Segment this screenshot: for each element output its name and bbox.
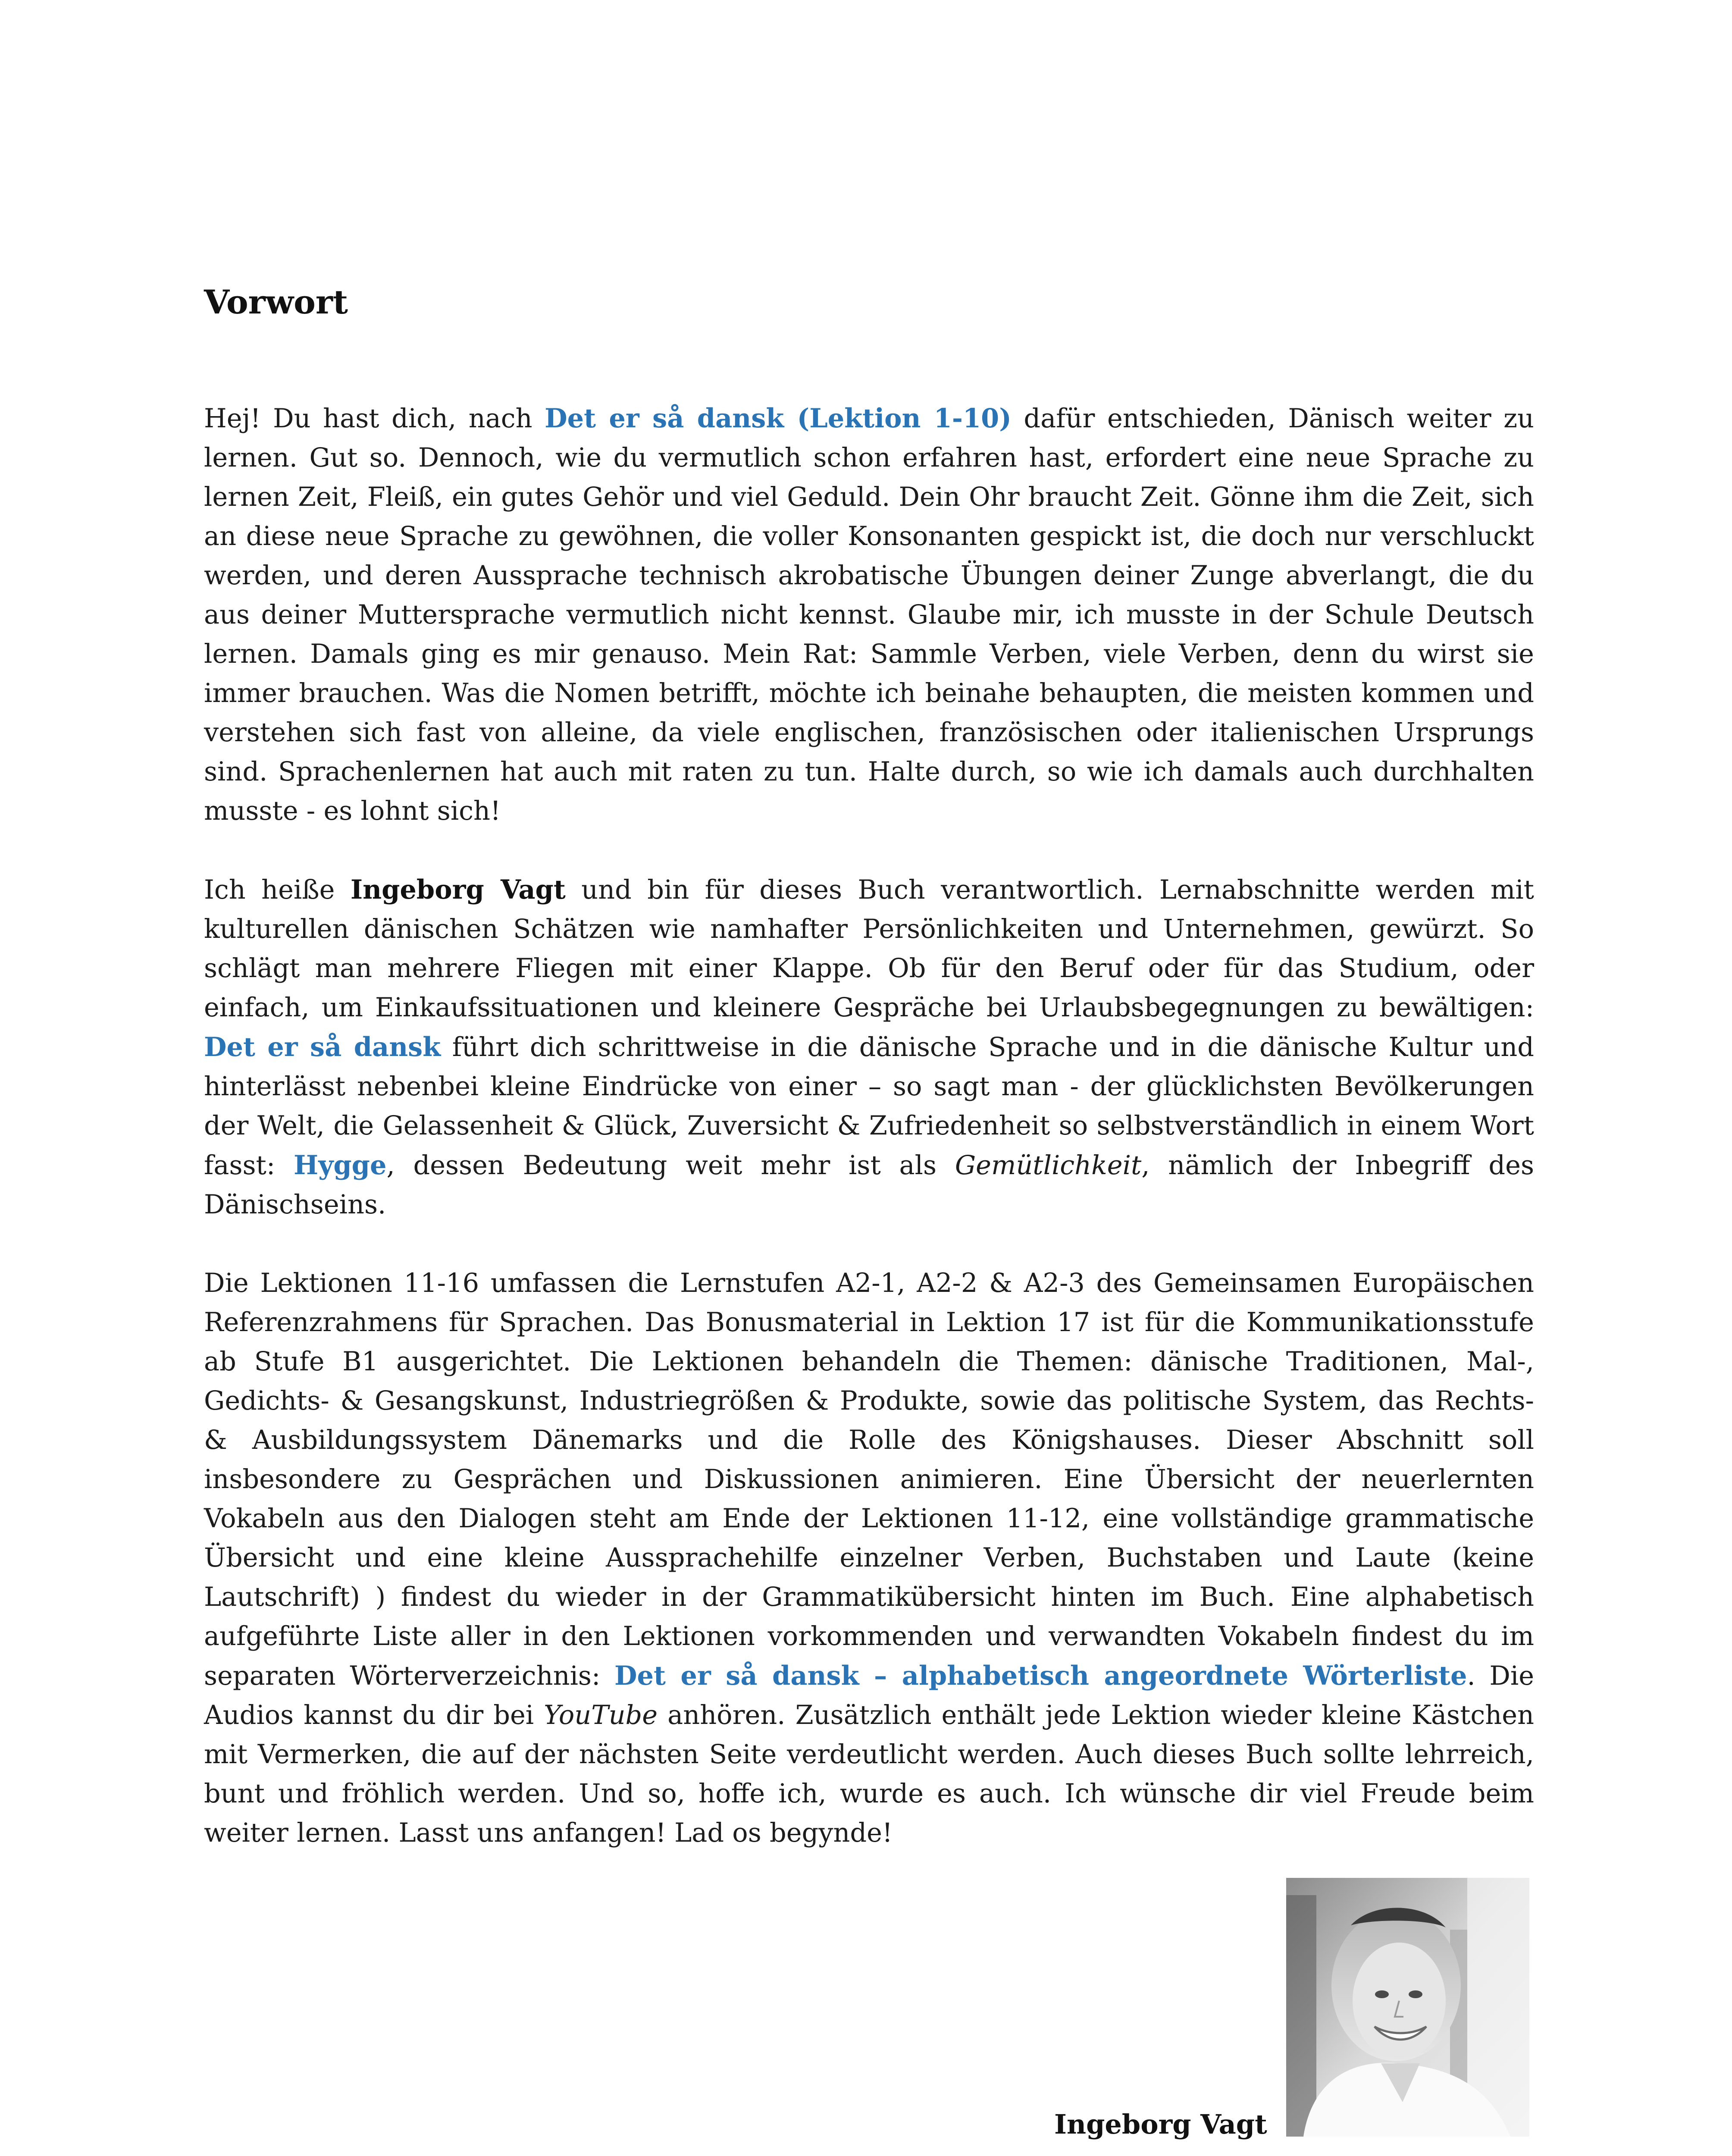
author-text-4: , dessen Bedeutung weit mehr ist als [386,1150,955,1181]
book-title-link: Det er så dansk [204,1032,441,1062]
gemuetlichkeit-term: Gemütlichkeit [955,1150,1142,1181]
author-text-3: führt dich schrittweise in die dänische Sprache und in die dänische Kultur und hinterlässt nebenbei kleine Eindrücke von einer – so sagt man - der glücklichsten Bevölkerungen der Welt, die Gelassenheit & Glück, Zuversicht & Zufriedenheit so selbstverständlich in einem Wort fasst: [204,1032,1534,1181]
author-photo [1286,1878,1529,2137]
intro-text-2: dafür entschieden, Dänisch weiter zu lernen. Gut so. Dennoch, wie du vermutlich schon erfahren hast, erfordert eine neue Sprache zu lernen Zeit, Fleiß, ein gutes Gehör und viel Geduld. Dein Ohr braucht Zeit. Gönne ihm die Zeit, sich an diese neue Sprache zu gewöhnen, die voller Konsonanten gespickt ist, die doch nur verschluckt werden, und deren Aussprache technisch akrobatische Übungen deiner Zunge abverlangt, die du aus deiner Muttersprache vermutlich nicht kennst. Glaube mir, ich musste in der Schule Deutsch lernen. Damals ging es mir genauso. Mein Rat: Sammle Verben, viele Verben, denn du wirst sie immer brauchen. Was die Nomen betrifft, möchte ich beinahe behaupten, die meisten kommen und verstehen sich fast von alleine, da viele englischen, französischen oder italienischen Ursprungs sind. Sprachenlernen hat auch mit raten zu tun. Halte durch, so wie ich damals auch durchhalten musste - es lohnt sich! [204,404,1534,826]
lessons-text-1: Die Lektionen 11-16 umfassen die Lernstufen A2-1, A2-2 & A2-3 des Gemeinsamen Europäischen Referenzrahmens für Sprachen. Das Bonusmaterial in Lektion 17 ist für die Kommunikationsstufe ab Stufe B1 ausgerichtet. Die Lektionen behandeln die Themen: dänische Traditionen, Mal-, Gedichts- & Gesangskunst, Industriegrößen & Produkte, sowie das politische System, das Rechts- & Ausbildungssystem Dänemarks und die Rolle des Königshauses. Dieser Abschnitt soll insbesondere zu Gesprächen und Diskussionen animieren. Eine Übersicht der neuerlernten Vokabeln aus den Dialogen steht am Ende der Lektionen 11-12, eine vollständige grammatische Übersicht und eine kleine Aussprachehilfe einzelner Verben, Buchstaben und Laute (keine Lautschrift) ) findest du wieder in der Grammatikübersicht hinten im Buch. Eine alphabetisch aufgeführte Liste aller in den Lektionen vorkommenden und verwandten Vokabeln findest du im separaten Wörterverzeichnis: [204,1268,1534,1691]
author-name: Ingeborg Vagt [350,874,566,905]
word-list-link: Det er så dansk – alphabetisch angeordnete Wörterliste [614,1661,1467,1691]
hygge-term: Hygge [294,1150,387,1181]
youtube-term: YouTube [544,1700,658,1730]
author-text-1: Ich heiße [204,875,351,905]
lessons-text-2: . Die Audios kannst du dir bei [204,1661,1535,1730]
paragraph-author [204,870,1534,1225]
lessons-text-3: anhören. Zusätzlich enthält jede Lektion wieder kleine Kästchen mit Vermerken, die auf der nächsten Seite verdeutlicht werden. Auch dieses Buch sollte lehrreich, bunt und fröhlich werden. Und so, hoffe ich, wurde es auch. Ich wünsche dir viel Freude beim weiter lernen. Lasst uns anfangen! Lad os begynde! [204,1700,1535,1848]
page-title: Vorwort [204,283,348,321]
paragraph-lessons [204,1264,1534,1853]
author-text-2: und bin für dieses Buch verantwortlich. Lernabschnitte werden mit kulturellen dänischen Schätzen wie namhafter Persönlichkeiten und Unternehmen, gewürzt. So schlägt man mehrere Fliegen mit einer Klappe. Ob für den Beruf oder für das Studium, oder einfach, um Einkaufssituationen und kleinere Gespräche bei Urlaubsbegegnungen zu bewältigen: [204,875,1534,1023]
author-text-5: , nämlich der Inbegriff des Dänischseins. [204,1150,1534,1220]
foreword-body [204,399,1534,1853]
signature-name: Ingeborg Vagt [1054,2109,1267,2140]
intro-text-1: Hej! Du hast dich, nach [204,404,545,434]
book-reference-link-1: Det er så dansk (Lektion 1-10) [545,403,1012,434]
paragraph-intro [204,399,1534,831]
